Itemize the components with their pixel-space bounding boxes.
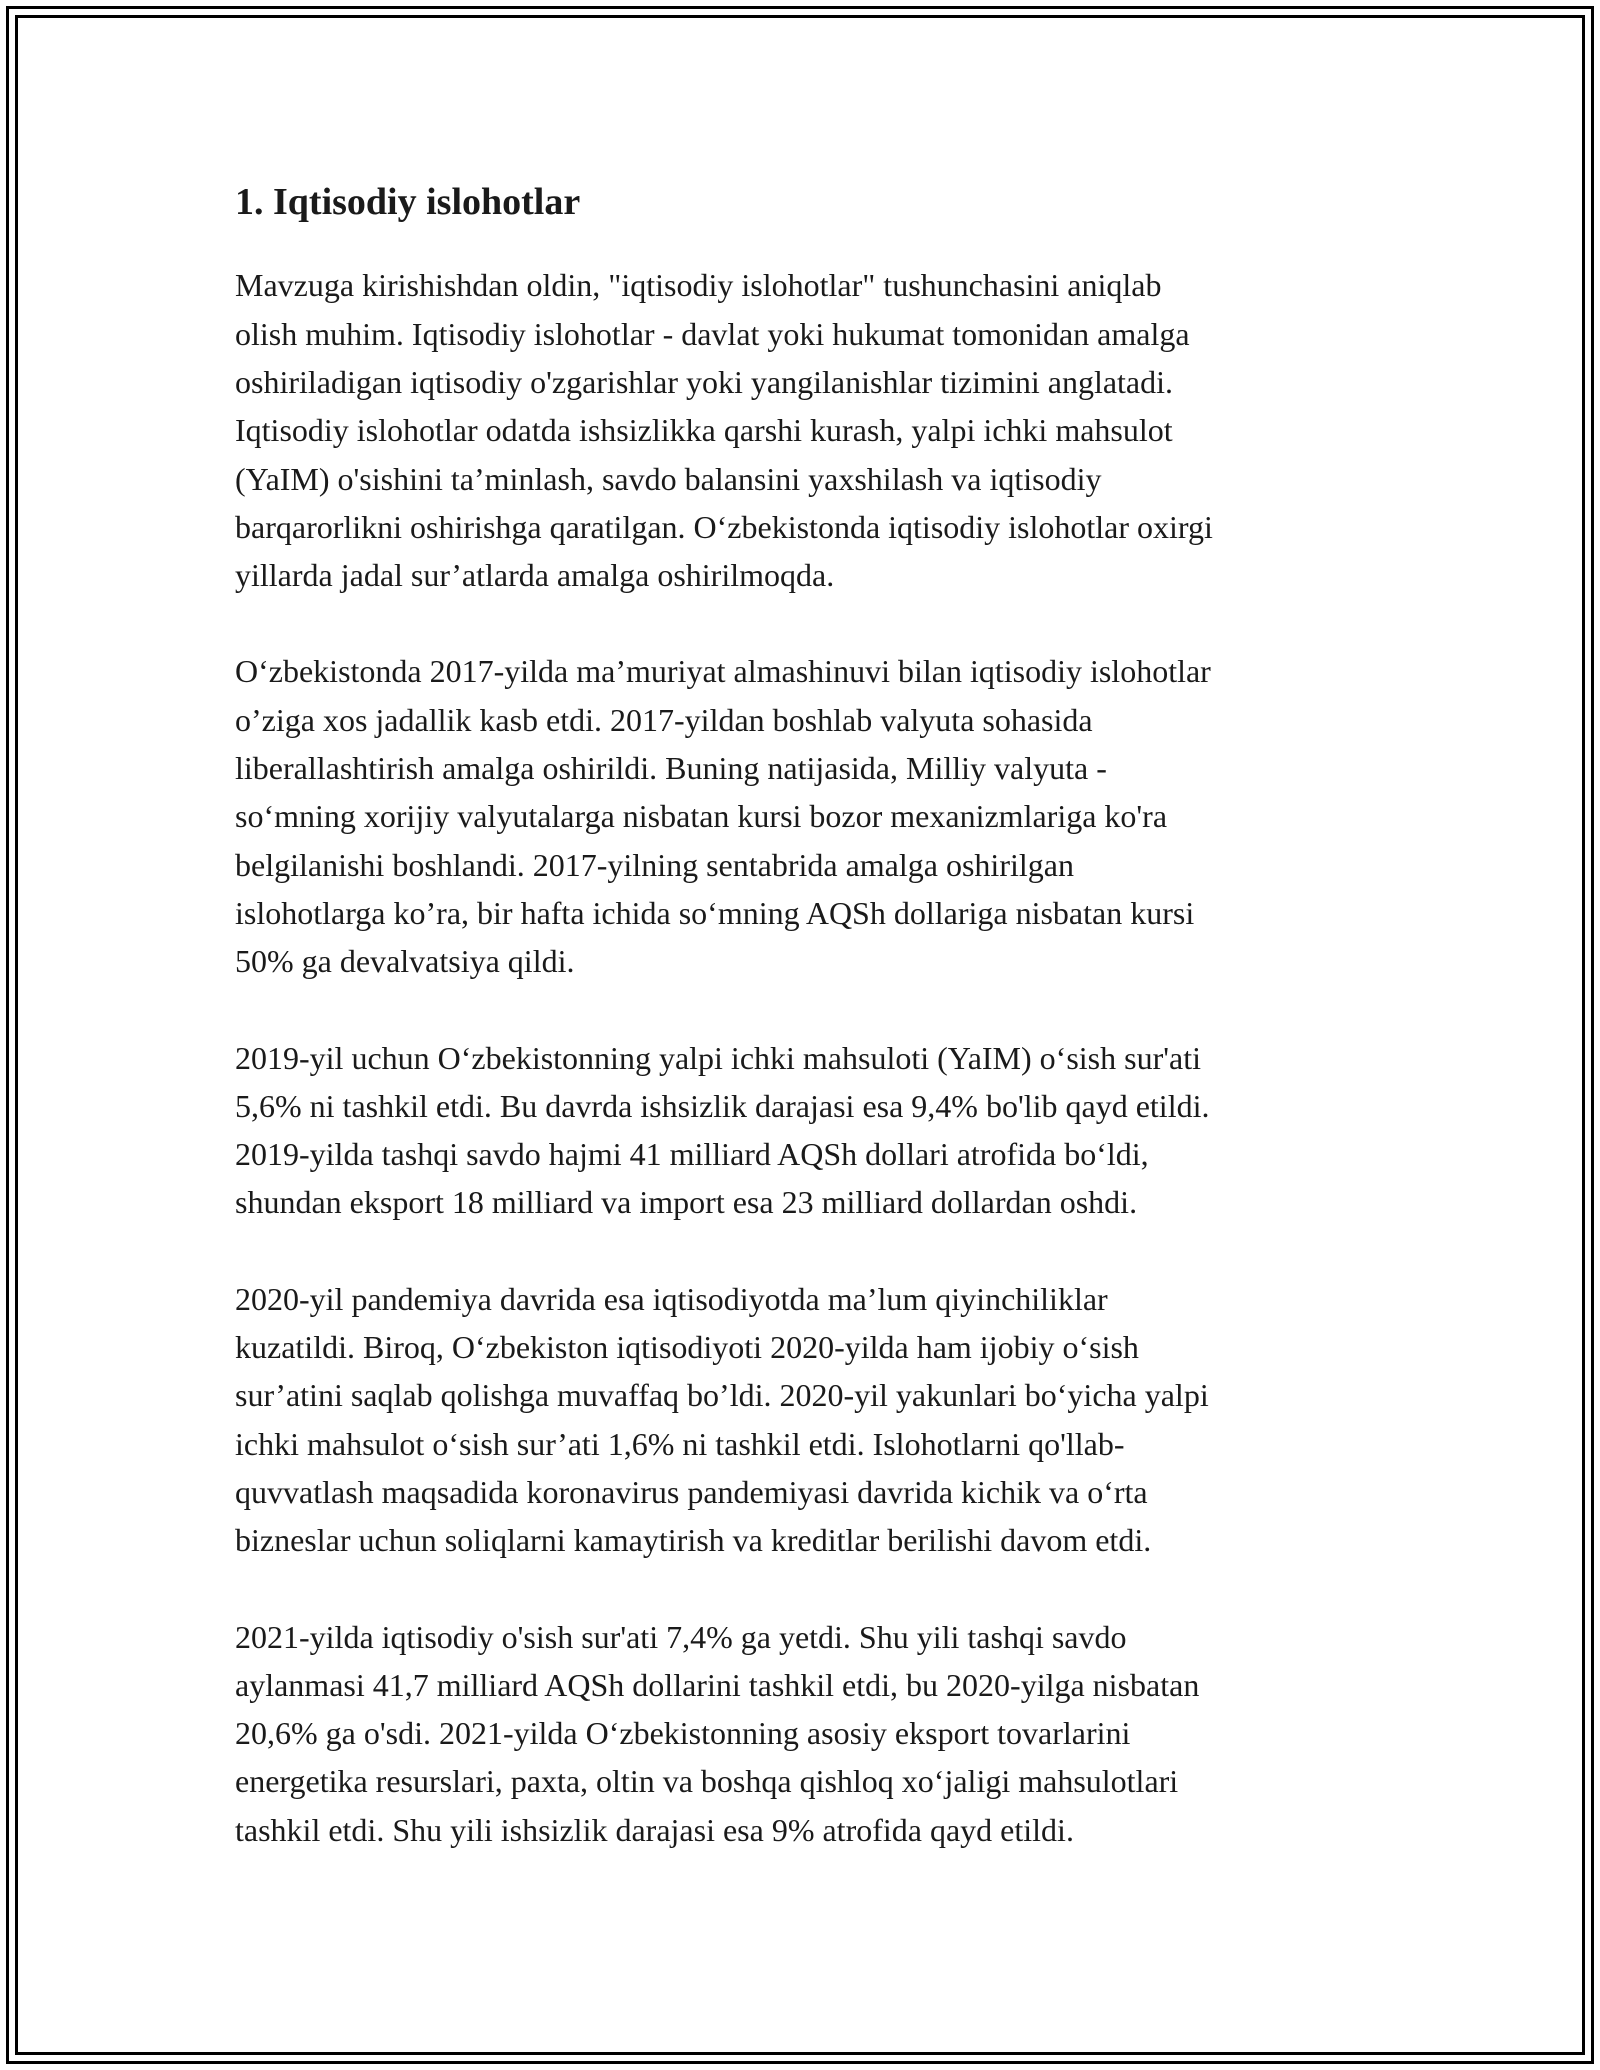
paragraph-2020-pandemic: 2020-yil pandemiya davrida esa iqtisodiyotda ma’lum qiyinchiliklar kuzatildi. Biroq, O‘zbekiston iqtisodiyoti 2020-yilda ham ijobiy o‘sish sur’atini saqlab qolishga muvaffaq bo’ldi. 2020-yil yakunlari bo‘yicha yalpi ichki mahsulot o‘sish sur’ati 1,6% ni tashkil etdi. Islohotlarni qo'llab- quvvatlash maqsadida koronavirus pandemiyasi davrida kichik va o‘rta bizneslar uchun soliqlarni kamaytirish va kreditlar berilishi davom etdi. bbox=[235, 1280, 1209, 1559]
document-content bbox=[235, 178, 1385, 1902]
paragraph-2017-reforms: O‘zbekistonda 2017-yilda ma’muriyat almashinuvi bilan iqtisodiy islohotlar o’ziga xos jadallik kasb etdi. 2017-yildan boshlab valyuta sohasida liberallashtirish amalga oshirildi. Buning natijasida, Milliy valyuta - so‘mning xorijiy valyutalarga nisbatan kursi bozor mexanizmlariga ko'ra belgilanishi boshlandi. 2017-yilning sentabrida amalga oshirilgan islohotlarga ko’ra, bir hafta ichida so‘mning AQSh dollariga nisbatan kursi 50% ga devalvatsiya qildi. bbox=[235, 653, 1211, 980]
section-title: 1. Iqtisodiy islohotlar bbox=[235, 181, 581, 223]
paragraph-2021-growth: 2021-yilda iqtisodiy o'sish sur'ati 7,4% ga yetdi. Shu yili tashqi savdo aylanmasi 41,7 milliard AQSh dollarini tashkil etdi, bu 2020-yilga nisbatan 20,6% ga o'sdi. 2021-yilda O‘zbekistonning asosiy eksport tovarlarini energetika resurslari, paxta, oltin va boshqa qishloq xo‘jaligi mahsulotlari tashkil etdi. Shu yili ishsizlik darajasi esa 9% atrofida qayd etildi. bbox=[235, 1618, 1200, 1848]
paragraph-definition: Mavzuga kirishishdan oldin, "iqtisodiy islohotlar" tushunchasini aniqlab olish muhim. Iqtisodiy islohotlar - davlat yoki hukumat tomonidan amalga oshiriladigan iqtisodiy o'zgarishlar yoki yangilanishlar tizimini anglatadi. Iqtisodiy islohotlar odatda ishsizlikka qarshi kurash, yalpi ichki mahsulot (YaIM) o'sishini ta’minlash, savdo balansini yaxshilash va iqtisodiy barqarorlikni oshirishga qaratilgan. O‘zbekistonda iqtisodiy islohotlar oxirgi yillarda jadal sur’atlarda amalga oshirilmoqda. bbox=[235, 267, 1213, 594]
paragraph-2019-statistics: 2019-yil uchun O‘zbekistonning yalpi ichki mahsuloti (YaIM) o‘sish sur'ati 5,6% ni tashkil etdi. Bu davrda ishsizlik darajasi esa 9,4% bo'lib qayd etildi. 2019-yilda tashqi savdo hajmi 41 milliard AQSh dollari atrofida bo‘ldi, shundan eksport 18 milliard va import esa 23 milliard dollardan oshdi. bbox=[235, 1039, 1210, 1221]
